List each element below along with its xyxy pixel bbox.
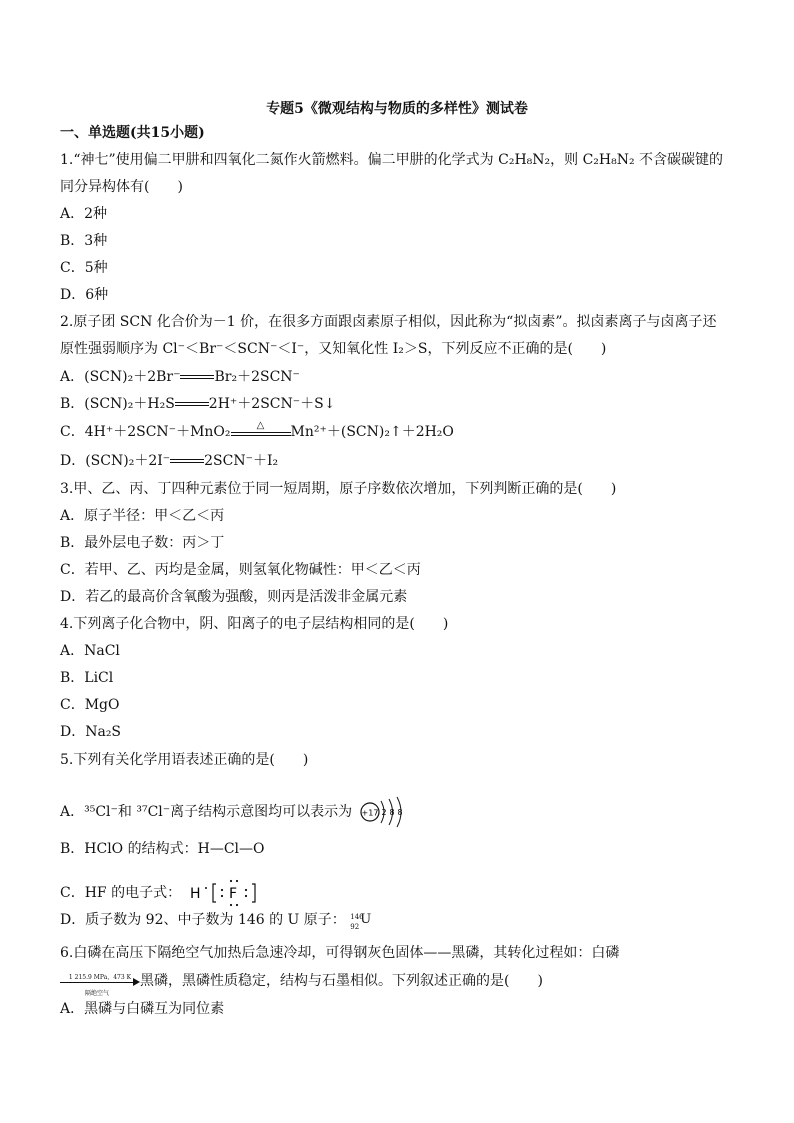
shell-1-count: 2: [381, 808, 387, 817]
q5-option-d: [60, 911, 370, 929]
q1-stem-line2: 同分异构体有( ): [60, 179, 183, 195]
q2-option-d-left: D．(SCN)₂＋2I⁻: [60, 453, 171, 469]
reaction-condition-arrow-icon: [60, 974, 140, 997]
q2-option-c: [60, 420, 454, 441]
q5-option-a: [60, 795, 411, 829]
section-heading: 一、单选题(共15小题): [60, 125, 205, 141]
shell-3-count: 8: [397, 808, 403, 817]
q6-stem-line2: [60, 972, 543, 997]
q2-option-c-left: C．4H⁺＋2SCN⁻＋MnO₂: [60, 424, 231, 440]
q2-option-a: [60, 368, 300, 386]
q2-option-a-left: A．(SCN)₂＋2Br⁻: [60, 369, 181, 385]
equals-sign-icon: [180, 372, 214, 382]
condition-below: 隔绝空气: [84, 990, 109, 997]
q1-option-b: B．3种: [60, 233, 108, 249]
q5-option-d-text: D．质子数为 92、中子数为 146 的 U 原子：: [60, 912, 346, 928]
q3-option-d: D．若乙的最高价含氧酸为强酸，则丙是活泼非金属元素: [60, 589, 408, 605]
q5-stem: 5.下列有关化学用语表述正确的是( ): [60, 752, 309, 768]
shell-2-count: 8: [389, 808, 395, 817]
q2-option-d: [60, 452, 278, 470]
q4-option-b: B．LiCl: [60, 670, 114, 686]
q1-stem-line1: 1.“神七”使用偏二甲肼和四氧化二氮作火箭燃料。偏二甲肼的化学式为 C₂H₈N₂，则 C₂H₈N₂ 不含碳碳键的: [60, 152, 724, 168]
element-symbol: U: [360, 912, 372, 927]
q2-option-a-right: Br₂＋2SCN⁻: [214, 369, 300, 385]
q5-option-c-text: C．HF 的电子式：: [60, 885, 182, 901]
q2-option-b-left: B．(SCN)₂＋H₂S: [60, 396, 175, 412]
q2-option-c-right: Mn²⁺＋(SCN)₂↑＋2H₂O: [290, 424, 454, 440]
q4-option-d: D．Na₂S: [60, 724, 122, 740]
q3-option-b: B．最外层电子数：丙＞丁: [60, 535, 225, 551]
heat-symbol: △: [256, 420, 265, 431]
q3-option-c: C．若甲、乙、丙均是金属，则氢氧化物碱性：甲＜乙＜丙: [60, 562, 421, 578]
heat-condition-equals-icon: [231, 420, 291, 439]
equals-sign-icon: [170, 456, 204, 466]
hf-electron-formula-icon: [186, 876, 282, 910]
q4-option-c: C．MgO: [60, 697, 120, 713]
q6-option-a: A．黑磷与白磷互为同位素: [60, 1001, 225, 1017]
q3-option-a: A．原子半径：甲＜乙＜丙: [60, 508, 225, 524]
fluorine-symbol: F: [228, 886, 237, 902]
q1-option-a: A．2种: [60, 206, 108, 222]
equals-sign-icon: [175, 399, 209, 409]
atom-structure-diagram-icon: [359, 795, 411, 829]
mass-number: 146: [350, 913, 364, 921]
nucleus-charge: +17: [361, 808, 379, 818]
uranium-nuclide-symbol: [350, 911, 370, 929]
q6-stem-line1: 6.白磷在高压下隔绝空气加热后急速冷却，可得钢灰色固体——黑磷，其转化过程如：白磷: [60, 945, 620, 961]
q2-option-b-right: 2H⁺＋2SCN⁻＋S↓: [208, 396, 336, 412]
q5-option-b: B．HClO 的结构式：H—Cl—O: [60, 841, 265, 857]
atomic-number: 92: [350, 923, 360, 931]
condition-above: 1 215.9 MPa，473 K: [68, 974, 132, 981]
q4-option-a: A．NaCl: [60, 643, 120, 659]
page-title: 专题5《微观结构与物质的多样性》测试卷: [266, 101, 528, 117]
q2-option-b: [60, 395, 335, 413]
q6-stem-line2-text: 黑磷，黑磷性质稳定，结构与石墨相似。下列叙述正确的是( ): [140, 973, 543, 989]
q2-stem-line1: 2.原子团 SCN 化合价为－1 价，在很多方面跟卤素原子相似，因此称为“拟卤素”。拟卤素离子与卤离子还: [60, 314, 717, 330]
q5-option-a-text: A．³⁵Cl⁻和 ³⁷Cl⁻离子结构示意图均可以表示为: [60, 804, 353, 820]
q4-stem: 4.下列离子化合物中，阴、阳离子的电子层结构相同的是( ): [60, 616, 449, 632]
hydrogen-symbol: H: [189, 886, 201, 902]
q2-option-d-right: 2SCN⁻＋I₂: [204, 453, 279, 469]
q3-stem: 3.甲、乙、丙、丁四种元素位于同一短周期，原子序数依次增加，下列判断正确的是( ): [60, 481, 617, 497]
q1-option-c: C．5种: [60, 260, 108, 276]
q1-option-d: D．6种: [60, 287, 109, 303]
q5-option-c: [60, 876, 282, 910]
q2-stem-line2: 原性强弱顺序为 Cl⁻＜Br⁻＜SCN⁻＜I⁻，又知氧化性 I₂＞S，下列反应不正确的是( ): [60, 341, 607, 357]
